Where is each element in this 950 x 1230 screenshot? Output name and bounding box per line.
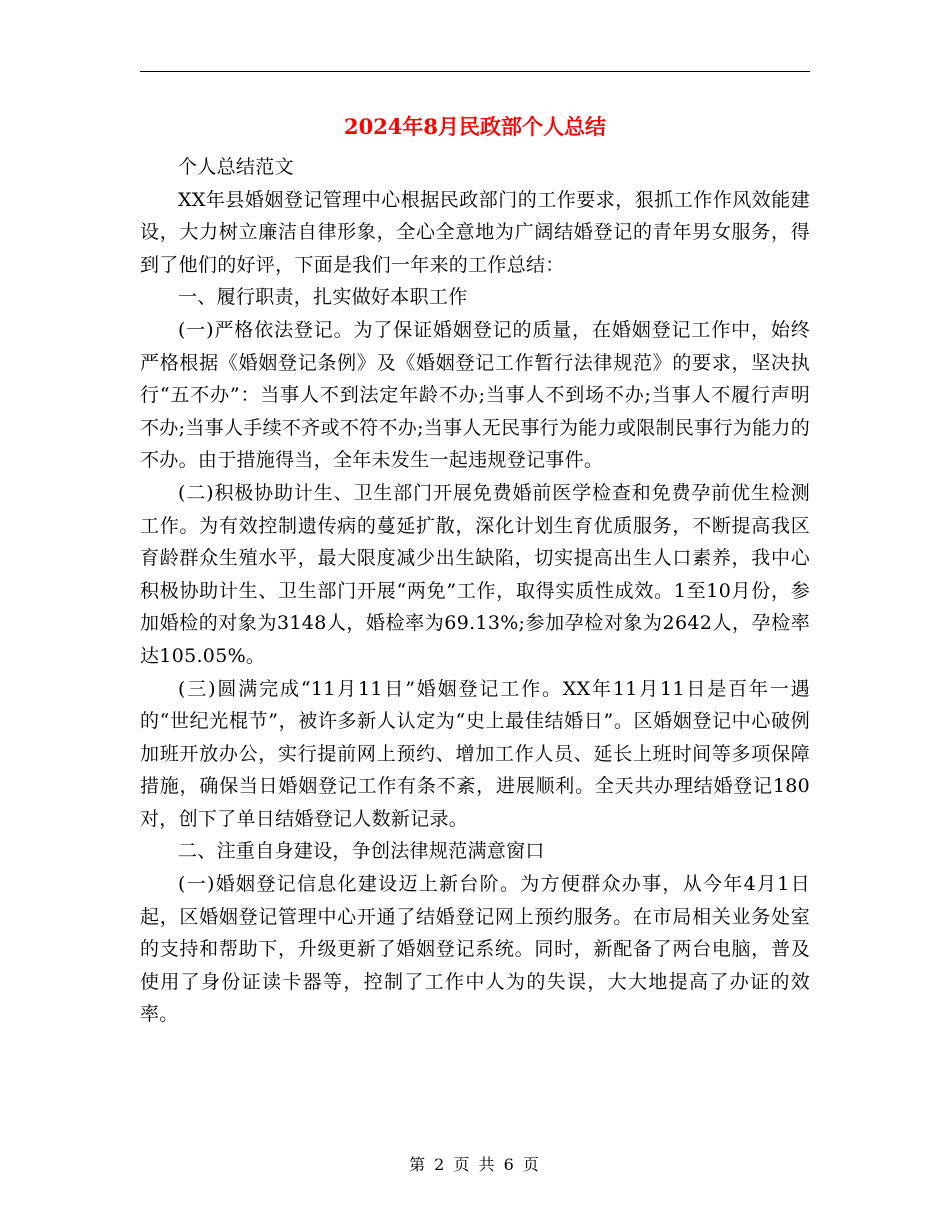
section-heading-1: 一、履行职责，扎实做好本职工作: [178, 286, 468, 309]
document-title: 2024年8月民政部个人总结: [343, 114, 607, 139]
document-body: [140, 151, 810, 1031]
paragraph-intro: XX年县婚姻登记管理中心根据民政部门的工作要求，狠抓工作作风效能建设，大力树立廉洁自律形象，全心全意地为广阔结婚登记的青年男女服务，得到了他们的好评，下面是我们一年来的工作总结：: [140, 188, 810, 276]
paragraph-1-1: (一)严格依法登记。为了保证婚姻登记的质量，在婚姻登记工作中，始终严格根据《婚姻登记条例》及《婚姻登记工作暂行法律规范》的要求，坚决执行“五不办”：当事人不到法定年龄不办;当事人不到场不办;当事人不履行声明不办;当事人手续不齐或不符不办;当事人无民事行为能力或限制民事行为能力的不办。由于措施得当，全年未发生一起违规登记事件。: [140, 318, 810, 472]
section-heading-2: 二、注重自身建设，争创法律规范满意窗口: [178, 840, 545, 863]
paragraph-subtitle: 个人总结范文: [178, 156, 294, 178]
page-number: 第 2 页 共 6 页: [409, 1155, 541, 1174]
paragraph-1-2: (二)积极协助计生、卫生部门开展免费婚前医学检查和免费孕前优生检测工作。为有效控制遗传病的蔓延扩散，深化计划生育优质服务，不断提高我区育龄群众生殖水平，最大限度减少出生缺陷，切实提高出生人口素养，我中心积极协助计生、卫生部门开展“两免”工作，取得实质性成效。1至10月份，参加婚检的对象为3148人，婚检率为69.13%;参加孕检对象为2642人，孕检率达105.05%。: [140, 481, 810, 667]
paragraph-2-1: (一)婚姻登记信息化建设迈上新台阶。为方便群众办事，从今年4月1日起，区婚姻登记管理中心开通了结婚登记网上预约服务。在市局相关业务处室的支持和帮助下，升级更新了婚姻登记系统。同时，新配备了两台电脑，普及使用了身份证读卡器等，控制了工作中人为的失误，大大地提高了办证的效率。: [140, 873, 810, 1026]
paragraph-1-3: (三)圆满完成“11月11日”婚姻登记工作。XX年11月11日是百年一遇的“世纪光棍节”，被许多新人认定为“史上最佳结婚日”。区婚姻登记中心破例加班开放办公，实行提前网上预约、增加工作人员、延长上班时间等多项保障措施，确保当日婚姻登记工作有条不紊，进展顺利。全天共办理结婚登记180对，创下了单日结婚登记人数新记录。: [140, 677, 810, 830]
header-rule: [140, 71, 810, 72]
